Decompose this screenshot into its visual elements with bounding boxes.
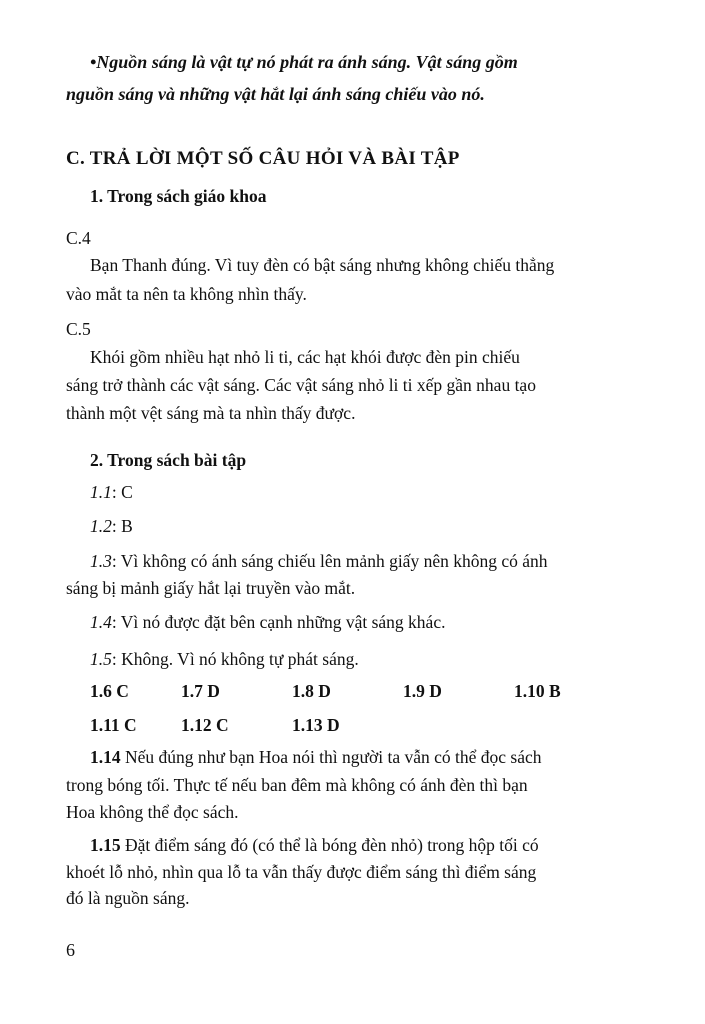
q1-15-line-3: đó là nguồn sáng. (66, 888, 190, 908)
answer-1-11: 1.11 C (90, 715, 137, 735)
q1-5-number: 1.5 (90, 649, 112, 669)
answer-1-6: 1.6 C (90, 681, 129, 701)
answer-1-9: 1.9 D (403, 681, 442, 701)
q1-14-line-3: Hoa không thể đọc sách. (66, 802, 239, 822)
intro-line-2: nguồn sáng và những vật hắt lại ánh sáng chiếu vào nó. (66, 84, 485, 104)
c4-line-2: vào mắt ta nên ta không nhìn thấy. (66, 284, 307, 304)
q1-14-text: Nếu đúng như bạn Hoa nói thì người ta vẫn có thể đọc sách (125, 747, 542, 767)
q1-5 (90, 647, 359, 671)
q1-1-number: 1.1 (90, 482, 112, 502)
q1-3-number: 1.3 (90, 551, 112, 571)
c4-line-1: Bạn Thanh đúng. Vì tuy đèn có bật sáng nhưng không chiếu thẳng (90, 255, 555, 275)
c5-line-2: sáng trở thành các vật sáng. Các vật sáng nhỏ li ti xếp gần nhau tạo (66, 375, 536, 395)
answer-1-7: 1.7 D (181, 681, 220, 701)
intro-line-1: •Nguồn sáng là vật tự nó phát ra ánh sáng. Vật sáng gồm (90, 52, 518, 72)
page-number: 6 (66, 940, 75, 960)
q1-5-text: : Không. Vì nó không tự phát sáng. (111, 649, 359, 669)
q1-4 (90, 610, 445, 634)
q1-1 (90, 480, 133, 504)
q1-14-line-2: trong bóng tối. Thực tế nếu ban đêm mà không có ánh đèn thì bạn (66, 775, 528, 795)
answer-1-8: 1.8 D (292, 681, 331, 701)
answer-1-13: 1.13 D (292, 715, 340, 735)
q1-15-line-1 (90, 833, 640, 857)
c5-line-3: thành một vệt sáng mà ta nhìn thấy được. (66, 403, 356, 423)
c4-label: C.4 (66, 228, 91, 248)
section-title: C. TRẢ LỜI MỘT SỐ CÂU HỎI VÀ BÀI TẬP (66, 148, 460, 169)
q1-15-text: Đặt điểm sáng đó (có thể là bóng đèn nhỏ) trong hộp tối có (125, 835, 539, 855)
q1-3-text: : Vì không có ánh sáng chiếu lên mảnh giấy nên không có ánh (111, 551, 548, 571)
q1-14-number: 1.14 (90, 747, 121, 767)
c5-label: C.5 (66, 319, 91, 339)
q1-4-number: 1.4 (90, 612, 112, 632)
q1-14-line-1 (90, 745, 640, 769)
answer-1-10: 1.10 B (514, 681, 561, 701)
subheading-textbook: 1. Trong sách giáo khoa (90, 186, 267, 206)
q1-3-line-1 (90, 549, 640, 573)
c5-line-1: Khói gồm nhiều hạt nhỏ li ti, các hạt khói được đèn pin chiếu (90, 347, 520, 367)
q1-3-line-2: sáng bị mảnh giấy hắt lại truyền vào mắt. (66, 578, 356, 598)
q1-4-text: : Vì nó được đặt bên cạnh những vật sáng khác. (111, 612, 446, 632)
q1-15-number: 1.15 (90, 835, 121, 855)
answer-1-12: 1.12 C (181, 715, 229, 735)
q1-15-line-2: khoét lỗ nhỏ, nhìn qua lỗ ta vẫn thấy được điểm sáng thì điểm sáng (66, 862, 537, 882)
q1-2-number: 1.2 (90, 516, 112, 536)
subheading-workbook: 2. Trong sách bài tập (90, 450, 247, 470)
q1-2-text: : B (111, 516, 133, 536)
q1-1-text: : C (111, 482, 133, 502)
q1-2 (90, 514, 133, 538)
